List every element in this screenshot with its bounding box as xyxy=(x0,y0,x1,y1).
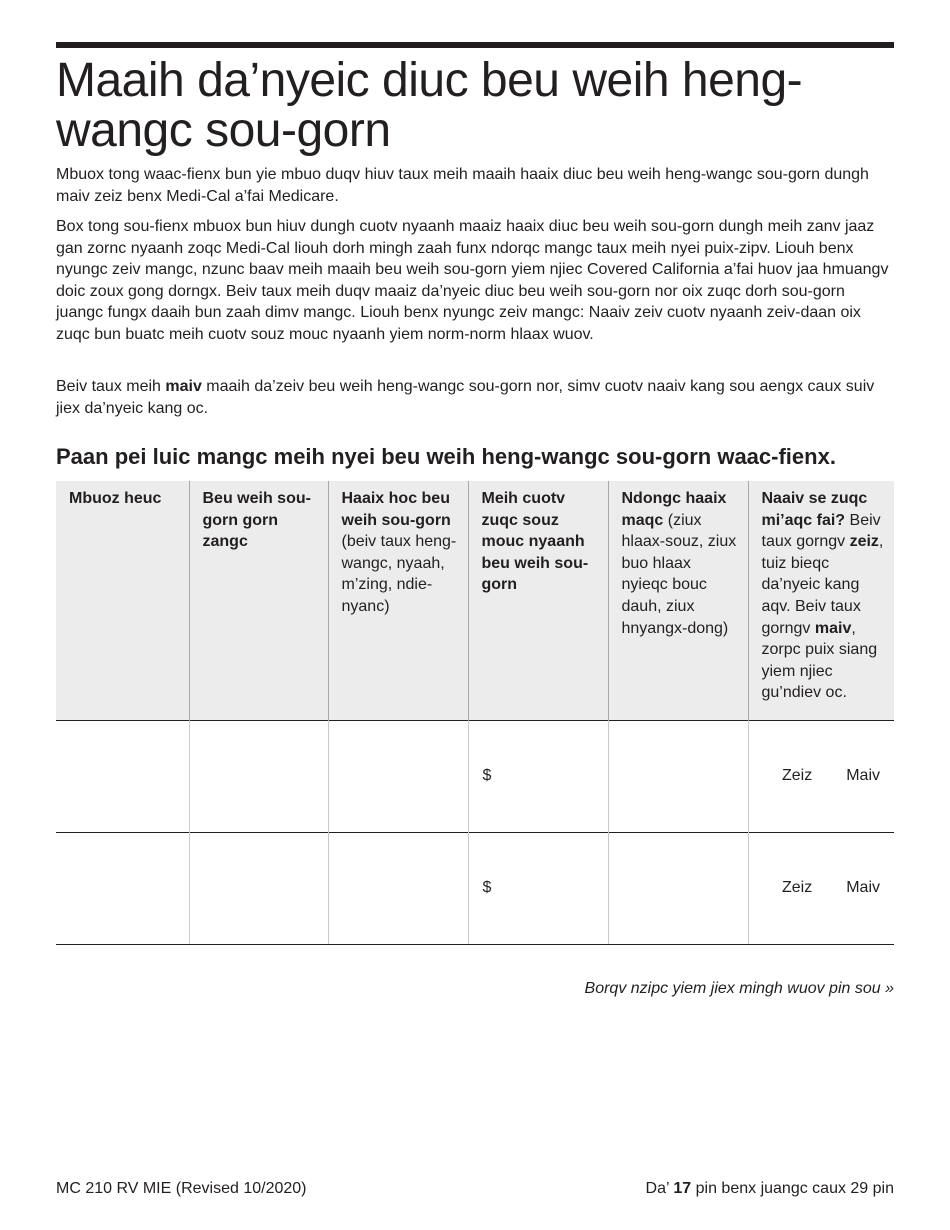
instruction-text-before: Beiv taux meih xyxy=(56,378,166,395)
frequency-cell[interactable] xyxy=(608,832,748,944)
name-cell[interactable] xyxy=(56,720,189,832)
page-title: Maaih da’nyeic diuc beu weih heng-wangc sou-gorn xyxy=(56,54,803,157)
frequency-cell[interactable] xyxy=(608,720,748,832)
header-frequency: Ndongc haaix maqc (ziux hlaax-souz, ziux buo hlaax nyieqc bouc dauh, ziux hnyangx-dong) xyxy=(608,481,748,720)
coverage-type-cell[interactable] xyxy=(328,720,468,832)
section-heading: Paan pei luic mangc meih nyei beu weih heng-wangc sou-gorn waac-fienx. xyxy=(56,444,836,469)
explanation-paragraph: Box tong sou-fienx mbuox bun hiuv dungh cuotv nyaanh maaiz haaix diuc beu weih sou-gorn dungh meih zanv jaaz gan zornc nyaanh zoqc Medi-Cal liouh dorh mingh zaah funx ndorqc mangc taux meih nyei puix-zipv. Liouh benx nyungc zeiv mangc, nzunc baav meih maaih beu weih sou-gorn yiem njiec Covered California a’fai huov jaa hmuangv doic zoux gong dorngx. Beiv taux meih duqv maaiz da’nyeic diuc beu weih sou-gorn nor oix zuqc dorh sou-gorn juangc fungx daaih bun zaah dimv mangc. Liouh benx nyungc zeiv mangc: Naaiv zeiv cuotv nyaanh zeiv-daan oix zuqc bun buatc meih cuotv souz mouc nyaanh yiem norm-norm hlaax wuov. xyxy=(56,218,889,343)
currency-symbol: $ xyxy=(482,767,492,785)
header-premium: Meih cuotv zuqc souz mouc nyaanh beu weih sou-gorn xyxy=(468,481,608,720)
name-cell[interactable] xyxy=(56,832,189,944)
ended-cell xyxy=(748,720,894,832)
continue-note: Borqv nzipc yiem jiex mingh wuov pin sou » xyxy=(584,980,894,997)
intro-paragraph: Mbuox tong waac-fienx bun yie mbuo duqv hiuv taux meih maaih haaix diuc beu weih heng-wangc sou-gorn dungh maiv zeiz benx Medi-Cal a’fai Medicare. xyxy=(56,166,869,205)
header-name: Mbuoz heuc xyxy=(56,481,189,720)
header-coverage-type: Haaix hoc beu weih sou-gorn (beiv taux heng-wangc, nyaah, m’zing, ndie-nyanc) xyxy=(328,481,468,720)
table-header-row xyxy=(56,481,894,720)
currency-symbol: $ xyxy=(482,879,492,897)
premium-cell[interactable] xyxy=(468,832,608,944)
yes-option[interactable]: Zeiz xyxy=(781,879,813,897)
insurance-table xyxy=(56,481,894,945)
table-row xyxy=(56,720,894,832)
form-id: MC 210 RV MIE (Revised 10/2020) xyxy=(56,1180,307,1197)
header-company: Beu weih sou-gorn gorn zangc xyxy=(189,481,328,720)
page-number: Da’ 17 pin benx juangc caux 29 pin xyxy=(645,1180,894,1197)
header-ended: Naaiv se zuqc mi’aqc fai? Beiv taux gorngv zeiz, tuiz bieqc da’nyeic kang aqv. Beiv taux gorngv maiv, zorpc puix siang yiem njiec gu’ndiev oc. xyxy=(748,481,894,720)
company-cell[interactable] xyxy=(189,720,328,832)
yes-option[interactable]: Zeiz xyxy=(781,767,813,785)
company-cell[interactable] xyxy=(189,832,328,944)
no-option[interactable]: Maiv xyxy=(846,767,880,785)
instruction-bold-maiv: maiv xyxy=(165,378,202,395)
top-rule xyxy=(56,42,894,48)
instruction-paragraph xyxy=(56,376,894,419)
coverage-type-cell[interactable] xyxy=(328,832,468,944)
table-row xyxy=(56,832,894,944)
no-option[interactable]: Maiv xyxy=(846,879,880,897)
ended-cell xyxy=(748,832,894,944)
instruction-text-after: maaih da’zeiv beu weih heng-wangc sou-gorn nor, simv cuotv naaiv kang sou aengx caux suiv jiex da’nyeic kang oc. xyxy=(56,378,875,417)
premium-cell[interactable] xyxy=(468,720,608,832)
